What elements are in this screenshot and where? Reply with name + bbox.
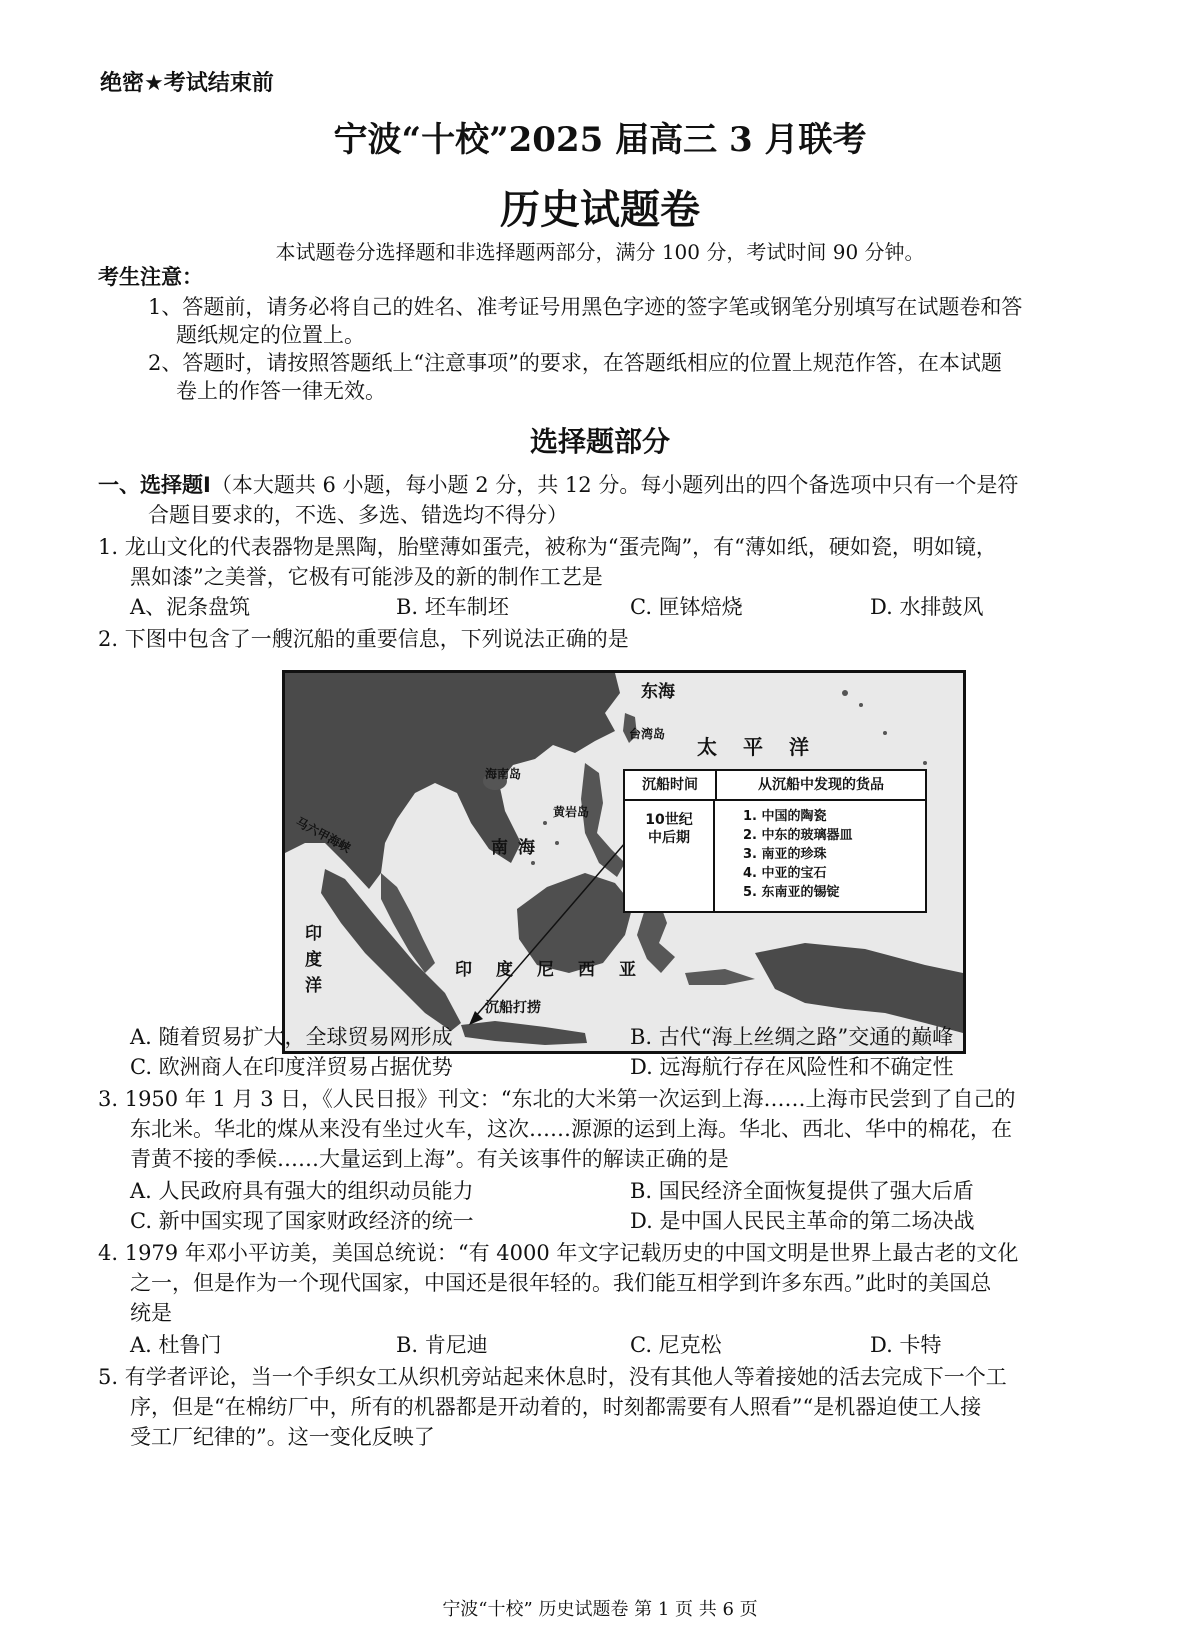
shipwreck-table bbox=[623, 769, 927, 913]
notice-item-1-line1: 1、答题前，请务必将自己的姓名、准考证号用黑色字迹的签字笔或钢笔分别填写在试题卷和答 bbox=[148, 295, 1023, 319]
map-label-south-sea: 南海 bbox=[491, 838, 545, 858]
q2-option-d: D. 远海航行存在风险性和不确定性 bbox=[630, 1055, 954, 1079]
notice-item-2-line2: 卷上的作答一律无效。 bbox=[176, 379, 386, 403]
goods-item: 3. 南亚的珍珠 bbox=[743, 847, 827, 862]
notice-item-1-line2: 题纸规定的位置上。 bbox=[176, 323, 365, 347]
q5-stem-line3: 受工厂纪律的”。这一变化反映了 bbox=[130, 1425, 435, 1449]
q2-stem: 2. 下图中包含了一艘沉船的重要信息，下列说法正确的是 bbox=[98, 627, 629, 651]
q3-option-c: C. 新中国实现了国家财政经济的统一 bbox=[130, 1209, 474, 1233]
paper-subtitle: 历史试题卷 bbox=[500, 187, 700, 233]
time-line2: 中后期 bbox=[648, 830, 690, 846]
q3-option-d: D. 是中国人民民主革命的第二场决战 bbox=[630, 1209, 975, 1233]
notice-heading: 考生注意： bbox=[98, 265, 203, 289]
time-line1: 10世纪 bbox=[645, 812, 693, 828]
q4-option-c: C. 尼克松 bbox=[630, 1333, 722, 1357]
q1-option-b: B. 坯车制坯 bbox=[396, 595, 509, 619]
q3-stem-line3: 青黄不接的季候……大量运到上海”。有关该事件的解读正确的是 bbox=[130, 1147, 729, 1171]
q3-stem-line2: 东北米。华北的煤从来没有坐过火车，这次……源源的运到上海。华北、西北、华中的棉花，在 bbox=[130, 1117, 1012, 1141]
q4-option-d: D. 卡特 bbox=[870, 1333, 942, 1357]
confidential-label: 绝密★考试结束前 bbox=[100, 71, 274, 96]
goods-item: 5. 东南亚的锡锭 bbox=[743, 885, 840, 900]
q4-option-b: B. 肯尼迪 bbox=[396, 1333, 488, 1357]
q5-stem-line2: 序，但是“在棉纺厂中，所有的机器都是开动着的，时刻都需要有人照看”“是机器迫使工人接 bbox=[130, 1395, 982, 1419]
exam-title: 宁波“十校”2025 届高三 3 月联考 bbox=[333, 120, 867, 160]
map-label-indonesia: 印度尼西亚 bbox=[455, 960, 660, 980]
q3-option-b: B. 国民经济全面恢复提供了强大后盾 bbox=[630, 1179, 974, 1203]
map-label-wreck: 沉船打捞 bbox=[485, 1000, 541, 1016]
q3-stem-line1: 3. 1950 年 1 月 3 日，《人民日报》刊文：“东北的大米第一次运到上海……上海市民尝到了自己的 bbox=[98, 1087, 1016, 1111]
q1-option-a: A、泥条盘筑 bbox=[130, 595, 251, 619]
map-label-taiwan: 台湾岛 bbox=[629, 727, 666, 741]
map-label-hainan: 海南岛 bbox=[485, 767, 522, 781]
map-label-indian-ocean: 印度洋 bbox=[305, 924, 322, 996]
q2-option-b: B. 古代“海上丝绸之路”交通的巅峰 bbox=[630, 1025, 954, 1049]
section-title: 选择题部分 bbox=[529, 425, 670, 458]
goods-item: 1. 中国的陶瓷 bbox=[743, 809, 827, 824]
goods-item: 4. 中亚的宝石 bbox=[743, 866, 827, 881]
q4-option-a: A. 杜鲁门 bbox=[130, 1333, 222, 1357]
page-footer: 宁波“十校” 历史试题卷 第 1 页 共 6 页 bbox=[442, 1599, 758, 1620]
table-header-goods: 从沉船中发现的货品 bbox=[717, 771, 925, 801]
map-label-malacca: 马六甲海峡 bbox=[293, 814, 354, 856]
part-instructions-text: （本大题共 6 小题，每小题 2 分，共 12 分。每小题列出的四个备选项中只有一个是符 bbox=[210, 473, 1019, 497]
paper-intro: 本试题卷分选择题和非选择题两部分，满分 100 分，考试时间 90 分钟。 bbox=[275, 240, 925, 264]
part-label: 一、选择题Ⅰ bbox=[98, 473, 211, 497]
q4-stem-line3: 统是 bbox=[130, 1301, 172, 1325]
map-label-east-sea: 东海 bbox=[641, 682, 675, 702]
q5-stem-line1: 5. 有学者评论，当一个手织女工从织机旁站起来休息时，没有其他人等着接她的活去完成下一个工 bbox=[98, 1365, 1007, 1389]
q2-option-a: A. 随着贸易扩大，全球贸易网形成 bbox=[130, 1025, 453, 1049]
q1-stem-line1: 1. 龙山文化的代表器物是黑陶，胎壁薄如蛋壳，被称为“蛋壳陶”，有“薄如纸，硬如瓷，明如镜， bbox=[98, 535, 997, 559]
shipwreck-map bbox=[282, 670, 966, 1054]
notice-item-2-line1: 2、答题时，请按照答题纸上“注意事项”的要求，在答题纸相应的位置上规范作答，在本试题 bbox=[148, 351, 1002, 375]
part-instructions-line1 bbox=[98, 470, 1018, 500]
table-cell-time bbox=[625, 801, 715, 911]
table-header-time: 沉船时间 bbox=[625, 771, 717, 801]
q2-option-c: C. 欧洲商人在印度洋贸易占据优势 bbox=[130, 1055, 453, 1079]
q1-option-c: C. 匣钵焙烧 bbox=[630, 595, 743, 619]
q1-option-d: D. 水排鼓风 bbox=[870, 595, 984, 619]
map-label-huangyan: 黄岩岛 bbox=[553, 805, 590, 819]
table-cell-goods bbox=[743, 807, 853, 902]
part-instructions-line2: 合题目要求的，不选、多选、错选均不得分） bbox=[148, 503, 568, 527]
q4-stem-line1: 4. 1979 年邓小平访美，美国总统说：“有 4000 年文字记载历史的中国文明是世界上最古老的文化 bbox=[98, 1241, 1019, 1265]
q3-option-a: A. 人民政府具有强大的组织动员能力 bbox=[130, 1179, 474, 1203]
map-label-pacific: 太平洋 bbox=[697, 735, 835, 759]
q4-stem-line2: 之一，但是作为一个现代国家，中国还是很年轻的。我们能互相学到许多东西。”此时的美国总 bbox=[130, 1271, 992, 1295]
q1-stem-line2: 黑如漆”之美誉，它极有可能涉及的新的制作工艺是 bbox=[130, 565, 603, 589]
goods-item: 2. 中东的玻璃器皿 bbox=[743, 828, 853, 843]
